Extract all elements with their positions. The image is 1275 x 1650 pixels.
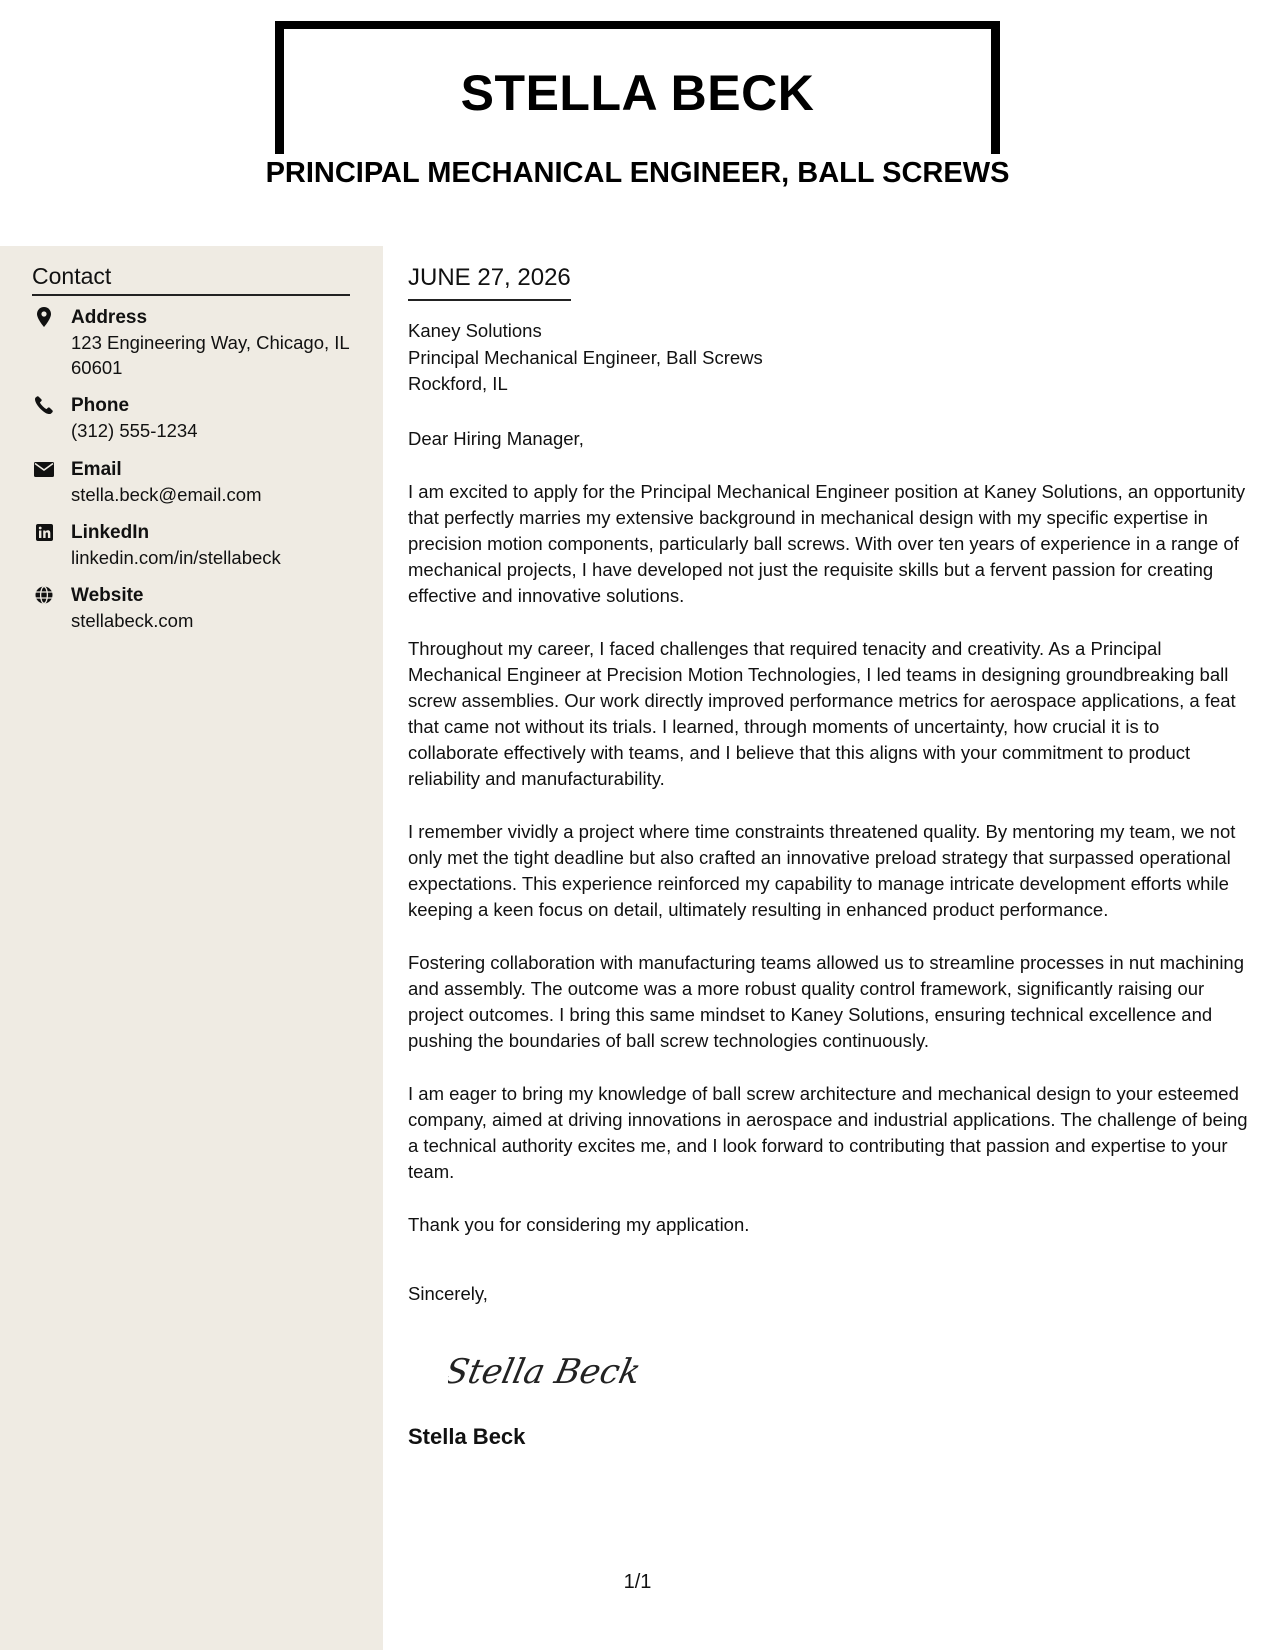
recipient-block (408, 318, 1253, 398)
body-paragraph: I am eager to bring my knowledge of ball screw architecture and mechanical design to your esteemed company, aimed at driving innovations in aerospace and industrial applications. The challenge of being a technical authority excites me, and I look forward to contributing that passion and expertise to your team. (408, 1082, 1248, 1182)
body-paragraph: Fostering collaboration with manufacturing teams allowed us to streamline processes in nut machining and assembly. The outcome was a more robust quality control framework, significantly raising our project outcomes. I bring this same mindset to Kaney Solutions, ensuring technical excellence and pushing the boundaries of ball screw technologies continuously. (408, 951, 1245, 1051)
body-paragraph: I remember vividly a project where time constraints threatened quality. By mentoring my team, we not only met the tight deadline but also crafted an innovative preload strategy that surpassed operational expectations. This experience reinforced my capability to manage intricate development efforts while keeping a keen focus on detail, ultimately resulting in enhanced product performance. (408, 820, 1236, 920)
contact-label: Website (71, 585, 144, 606)
globe-icon (34, 585, 54, 605)
handwritten-signature (448, 1341, 1253, 1401)
contact-label: Address (71, 307, 148, 328)
linkedin-value: linkedin.com/in/stellabeck (71, 547, 281, 568)
recipient-position: Principal Mechanical Engineer, Ball Screws (408, 346, 763, 368)
recipient-location: Rockford, IL (408, 373, 508, 394)
phone-value: (312) 555-1234 (71, 420, 198, 441)
candidate-name: STELLA BECK (460, 65, 815, 121)
email-value: stella.beck@email.com (71, 484, 262, 505)
contact-label: Email (71, 459, 122, 480)
letter-date: JUNE 27, 2026 (408, 263, 571, 301)
map-pin-icon (34, 307, 54, 327)
body-paragraph: I am excited to apply for the Principal Mechanical Engineer position at Kaney Solutions, an opportunity that perfectly marries my extensive background in mechanical design with my specific expertise in precision motion components, particularly ball screws. With over ten years of experience in a range of mechanical projects, I have developed not just the requisite skills but a fervent passion for creating effective and innovative solutions. (408, 480, 1246, 606)
linkedin-icon (34, 522, 54, 542)
salutation: Dear Hiring Manager, (408, 427, 584, 449)
svg-text:Stella Beck: Stella Beck (448, 1351, 645, 1392)
body-paragraph: Throughout my career, I faced challenges that required tenacity and creativity. As a Principal Mechanical Engineer at Precision Motion Technologies, I led teams in designing groundbreaking ball screw assemblies. Our work directly improved performance metrics for aerospace applications, a feat that came not without its trials. I learned, through moments of uncertainty, how crucial it is to collaborate effectively with teams, and I believe that this aligns with your commitment to product reliability and manufacturability. (408, 637, 1236, 789)
contact-label: Phone (71, 395, 130, 416)
job-title: PRINCIPAL MECHANICAL ENGINEER, BALL SCREWS (265, 157, 1010, 189)
address-value: 123 Engineering Way, Chicago, IL 60601 (71, 332, 350, 378)
contact-label: LinkedIn (71, 522, 150, 543)
thank-you-line: Thank you for considering my application. (408, 1213, 750, 1235)
envelope-icon (34, 459, 54, 479)
website-value: stellabeck.com (71, 610, 194, 631)
recipient-company: Kaney Solutions (408, 320, 542, 341)
closing: Sincerely, (408, 1282, 488, 1304)
contact-heading: Contact (32, 262, 350, 296)
page-number: 1/1 (623, 1571, 652, 1593)
phone-icon (34, 395, 54, 415)
signer-name: Stella Beck (408, 1423, 526, 1449)
letter-body (408, 263, 1253, 1451)
